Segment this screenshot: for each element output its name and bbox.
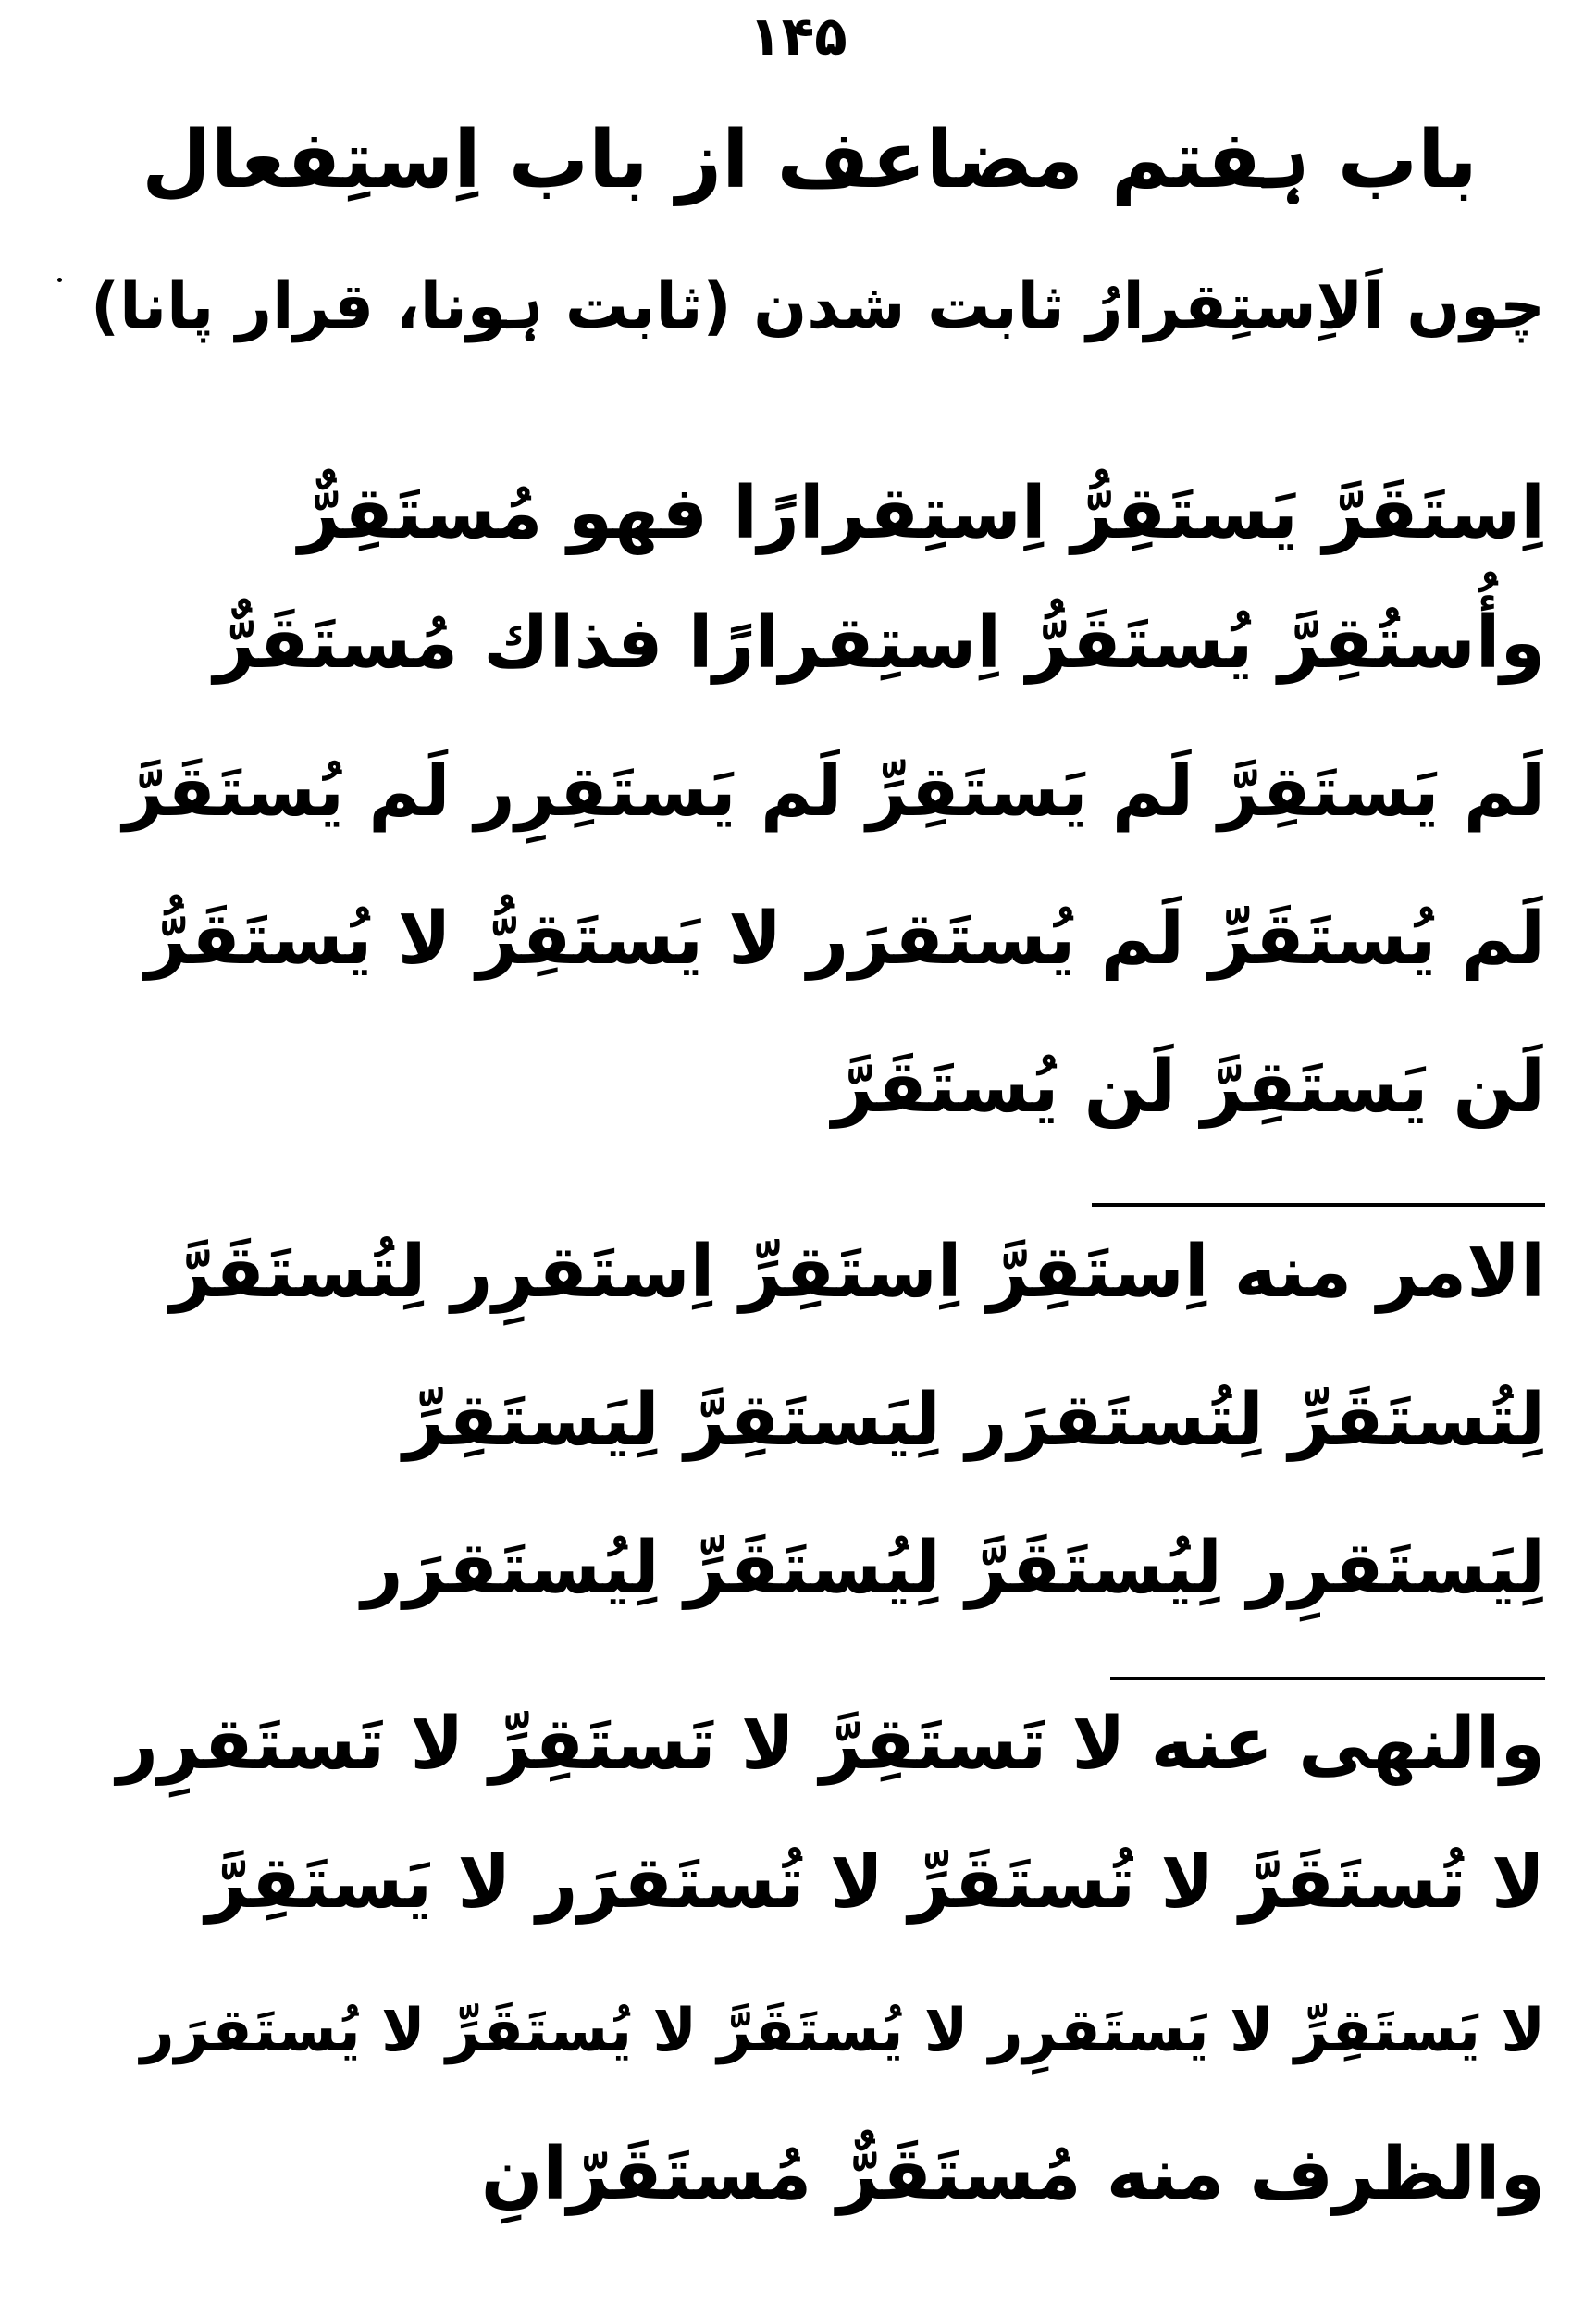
conjugation-line: والنهی عنه لا تَستَقِرَّ لا تَستَقِرِّ لا تَستَقرِر [117,1703,1545,1786]
chapter-subtitle: چوں اَلاِستِقرارُ ثابت شدن (ثابت ہونا، قرار پانا) [91,270,1545,343]
section-divider [1110,1677,1545,1680]
conjugation-line: اِستَقَرَّ یَستَقِرُّ اِستِقرارًا فهو مُستَقِرٌّ [298,472,1545,555]
conjugation-line: لا یَستَقِرِّ لا یَستَقرِر لا یُستَقَرَّ لا یُستَقَرِّ لا یُستَقرَر [140,1997,1545,2065]
conjugation-line: لَم یُستَقَرِّ لَم یُستَقرَر لا یَستَقِرُّ لا یُستَقَرُّ [145,898,1545,981]
conjugation-line: لا تُستَقَرَّ لا تُستَقَرِّ لا تُستَقرَر لا یَستَقِرَّ [205,1841,1545,1925]
chapter-title: باب ہفتم مضاعف از باب اِستِفعال [142,114,1478,206]
stray-dot [57,278,62,282]
conjugation-line: والظرف منه مُستَقَرٌّ مُستَقَرّانِ [480,2133,1545,2216]
conjugation-line: وأُستُقِرَّ یُستَقَرُّ اِستِقرارًا فذاك مُستَقَرٌّ [213,601,1545,685]
conjugation-line: لَن یَستَقِرَّ لَن یُستَقَرَّ [832,1046,1545,1129]
page-number: ۱۴۵ [749,5,847,68]
conjugation-line: لَم یَستَقِرَّ لَم یَستَقِرِّ لَم یَستَقِرِر لَم یُستَقَرَّ [123,749,1545,832]
section-divider [1092,1203,1545,1207]
conjugation-line: لِتُستَقَرِّ لِتُستَقرَر لِیَستَقِرَّ لِیَستَقِرِّ [402,1379,1545,1462]
conjugation-line: لِیَستَقرِر لِیُستَقَرَّ لِیُستَقَرِّ لِیُستَقرَر [361,1527,1545,1610]
conjugation-line: الامر منه اِستَقِرَّ اِستَقِرِّ اِستَقرِر لِتُستَقَرَّ [169,1231,1545,1314]
